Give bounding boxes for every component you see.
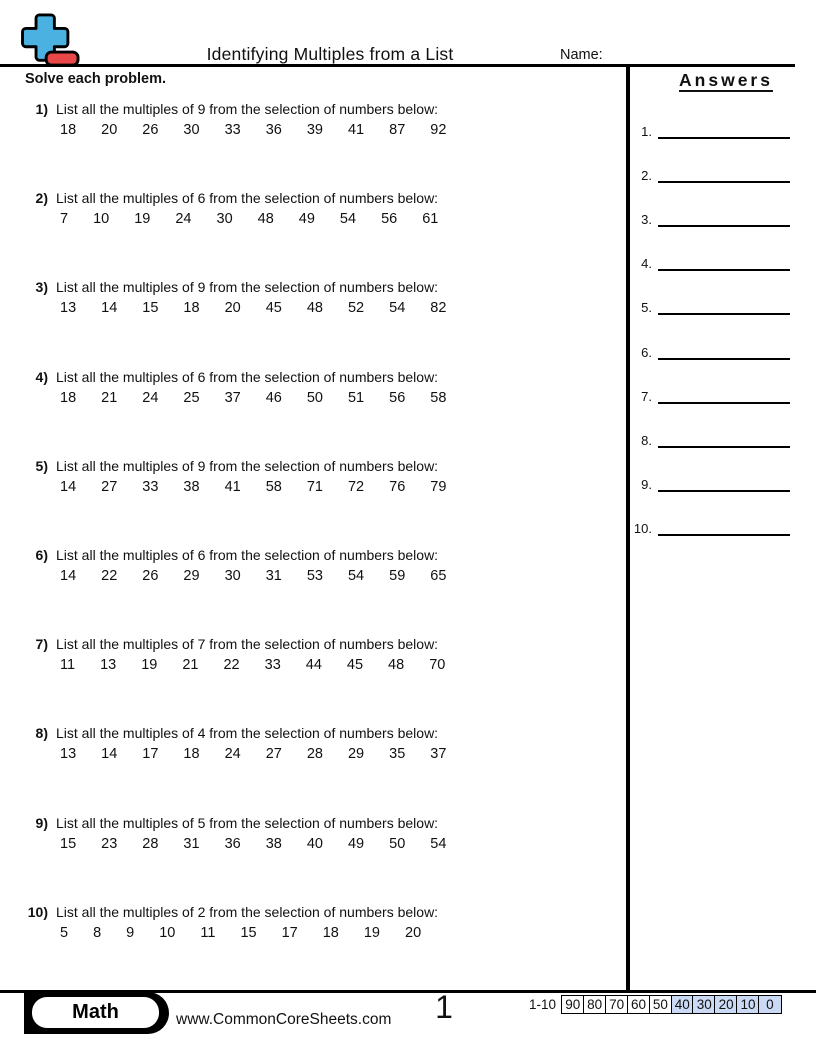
candidate-number: 8: [93, 925, 102, 941]
subject-badge-label: Math: [32, 997, 159, 1028]
answer-number: 3.: [641, 212, 652, 227]
answer-blank-line: [658, 164, 790, 183]
number-selection-row: [60, 479, 609, 495]
candidate-number: 49: [298, 211, 315, 227]
score-cell: 80: [583, 995, 607, 1014]
candidate-number: 28: [306, 746, 323, 762]
number-selection-row: [60, 568, 609, 584]
candidate-number: 38: [265, 836, 282, 852]
candidate-number: 46: [265, 390, 282, 406]
candidate-number: 56: [389, 390, 406, 406]
candidate-number: 13: [60, 746, 77, 762]
candidate-number: 35: [389, 746, 406, 762]
candidate-number: 10: [159, 925, 176, 941]
problem-3: [19, 279, 609, 316]
problem-number: 5): [35, 458, 48, 474]
candidate-number: 27: [265, 746, 282, 762]
problem-question: List all the multiples of 2 from the selection of numbers below:: [56, 904, 439, 920]
problem-5: [19, 458, 609, 495]
answer-number: 4.: [641, 256, 652, 271]
problem-number: 1): [35, 101, 48, 117]
candidate-number: 14: [101, 746, 118, 762]
answer-blank-line: [658, 473, 790, 492]
answer-number: 6.: [641, 345, 652, 360]
candidate-number: 27: [101, 479, 118, 495]
answer-row-1: [630, 120, 790, 139]
candidate-number: 5: [60, 925, 69, 941]
candidate-number: 33: [142, 479, 159, 495]
candidate-number: 23: [101, 836, 118, 852]
candidate-number: 52: [347, 300, 365, 316]
candidate-number: 30: [224, 568, 241, 584]
candidate-number: 48: [388, 657, 405, 673]
candidate-number: 39: [306, 122, 323, 138]
problem-8: [19, 725, 609, 762]
candidate-number: 50: [306, 390, 323, 406]
instructions-text: Solve each problem.: [25, 71, 167, 87]
candidate-number: 37: [224, 390, 241, 406]
candidate-number: 48: [257, 211, 274, 227]
candidate-number: 30: [183, 122, 200, 138]
answer-number: 9.: [641, 477, 652, 492]
candidate-number: 14: [101, 300, 118, 316]
problem-10: [19, 904, 609, 941]
candidate-number: 28: [142, 836, 159, 852]
problem-number: 9): [35, 815, 48, 831]
problem-question: List all the multiples of 9 from the selection of numbers below:: [56, 458, 439, 474]
candidate-number: 18: [60, 122, 77, 138]
candidate-number: 61: [422, 211, 439, 227]
problem-question: List all the multiples of 6 from the selection of numbers below:: [56, 369, 439, 385]
candidate-number: 40: [306, 836, 323, 852]
candidate-number: 37: [430, 746, 447, 762]
candidate-number: 14: [60, 568, 77, 584]
answer-row-7: [630, 385, 790, 404]
candidate-number: 31: [183, 836, 200, 852]
candidate-number: 19: [134, 211, 151, 227]
answer-blank-line: [658, 429, 790, 448]
candidate-number: 11: [60, 657, 76, 673]
answer-row-8: [630, 429, 790, 448]
candidate-number: 19: [363, 925, 380, 941]
score-range-label: 1-10: [529, 996, 557, 1012]
candidate-number: 26: [142, 122, 159, 138]
candidate-number: 24: [224, 746, 241, 762]
candidate-number: 54: [430, 836, 447, 852]
answer-row-2: [630, 164, 790, 183]
number-selection-row: [60, 300, 609, 316]
answer-number: 1.: [641, 124, 652, 139]
page-number: 1: [435, 989, 453, 1025]
score-cell: 30: [692, 995, 716, 1014]
score-cell: 90: [561, 995, 585, 1014]
candidate-number: 15: [142, 300, 159, 316]
candidate-number: 79: [430, 479, 447, 495]
candidate-number: 72: [347, 479, 365, 495]
candidate-number: 45: [346, 657, 364, 673]
candidate-number: 20: [224, 300, 241, 316]
answer-row-6: [630, 341, 790, 360]
candidate-number: 54: [389, 300, 406, 316]
answer-number: 2.: [641, 168, 652, 183]
website-url: www.CommonCoreSheets.com: [176, 1011, 392, 1028]
candidate-number: 17: [142, 746, 159, 762]
number-selection-row: [60, 211, 609, 227]
candidate-number: 14: [60, 479, 77, 495]
score-cell: 40: [671, 995, 695, 1014]
candidate-number: 26: [142, 568, 159, 584]
candidate-number: 9: [126, 925, 135, 941]
candidate-number: 71: [306, 479, 323, 495]
problem-9: [19, 815, 609, 852]
problem-question: List all the multiples of 6 from the selection of numbers below:: [56, 547, 439, 563]
answer-blank-line: [658, 341, 790, 360]
candidate-number: 48: [306, 300, 323, 316]
answer-row-3: [630, 208, 790, 227]
answer-number: 8.: [641, 433, 652, 448]
candidate-number: 82: [430, 300, 447, 316]
answer-number: 5.: [641, 300, 652, 315]
candidate-number: 29: [183, 568, 200, 584]
candidate-number: 13: [100, 657, 117, 673]
answer-row-10: [630, 517, 790, 536]
page-title: Identifying Multiples from a List: [206, 44, 454, 64]
answers-title: Answers: [679, 70, 773, 90]
score-strip: [529, 994, 782, 1014]
candidate-number: 49: [347, 836, 365, 852]
candidate-number: 36: [265, 122, 282, 138]
candidate-number: 33: [224, 122, 241, 138]
candidate-number: 18: [60, 390, 77, 406]
candidate-number: 18: [322, 925, 339, 941]
candidate-number: 58: [430, 390, 447, 406]
candidate-number: 31: [265, 568, 282, 584]
problem-7: [19, 636, 609, 673]
candidate-number: 20: [101, 122, 118, 138]
problem-2: [19, 190, 609, 227]
score-cells: [561, 995, 782, 1014]
candidate-number: 30: [216, 211, 233, 227]
problem-4: [19, 369, 609, 406]
problem-number: 3): [35, 279, 48, 295]
answer-number: 10.: [633, 521, 652, 536]
score-cell: 20: [714, 995, 738, 1014]
candidate-number: 41: [347, 122, 365, 138]
candidate-number: 51: [347, 390, 365, 406]
candidate-number: 21: [182, 657, 199, 673]
candidate-number: 76: [389, 479, 406, 495]
candidate-number: 87: [389, 122, 406, 138]
problem-number: 10): [27, 904, 48, 920]
candidate-number: 18: [183, 746, 200, 762]
candidate-number: 21: [101, 390, 118, 406]
score-cell: 50: [649, 995, 673, 1014]
candidate-number: 33: [264, 657, 281, 673]
name-label: Name:: [560, 47, 603, 63]
number-selection-row: [60, 836, 609, 852]
problem-question: List all the multiples of 6 from the selection of numbers below:: [56, 190, 439, 206]
candidate-number: 45: [265, 300, 282, 316]
answer-row-5: [630, 296, 790, 315]
score-cell: 70: [605, 995, 629, 1014]
answer-blank-line: [658, 120, 790, 139]
candidate-number: 15: [60, 836, 77, 852]
candidate-number: 59: [389, 568, 406, 584]
problem-number: 7): [35, 636, 48, 652]
problem-number: 4): [35, 369, 48, 385]
candidate-number: 18: [183, 300, 200, 316]
problem-1: [19, 101, 609, 138]
problem-number: 6): [35, 547, 48, 563]
answer-blank-line: [658, 208, 790, 227]
candidate-number: 50: [389, 836, 406, 852]
candidate-number: 13: [60, 300, 77, 316]
candidate-number: 11: [200, 925, 216, 941]
candidate-number: 38: [183, 479, 200, 495]
candidate-number: 44: [305, 657, 322, 673]
candidate-number: 7: [60, 211, 69, 227]
header-rule: [0, 64, 795, 67]
candidate-number: 41: [224, 479, 241, 495]
number-selection-row: [60, 746, 609, 762]
candidate-number: 25: [183, 390, 200, 406]
answer-blank-line: [658, 517, 790, 536]
candidate-number: 36: [224, 836, 241, 852]
candidate-number: 22: [223, 657, 240, 673]
number-selection-row: [60, 657, 609, 673]
candidate-number: 24: [142, 390, 159, 406]
candidate-number: 22: [101, 568, 118, 584]
candidate-number: 92: [430, 122, 447, 138]
problem-question: List all the multiples of 7 from the selection of numbers below:: [56, 636, 439, 652]
score-cell: 0: [758, 995, 782, 1014]
number-selection-row: [60, 122, 609, 138]
score-cell: 60: [627, 995, 651, 1014]
candidate-number: 19: [141, 657, 158, 673]
candidate-number: 29: [347, 746, 365, 762]
answer-blank-line: [658, 296, 790, 315]
problem-question: List all the multiples of 4 from the selection of numbers below:: [56, 725, 439, 741]
score-cell: 10: [736, 995, 760, 1014]
candidate-number: 20: [405, 925, 422, 941]
candidate-number: 53: [306, 568, 323, 584]
problem-6: [19, 547, 609, 584]
number-selection-row: [60, 925, 609, 941]
candidate-number: 54: [339, 211, 357, 227]
problem-question: List all the multiples of 9 from the selection of numbers below:: [56, 279, 439, 295]
answer-row-4: [630, 252, 790, 271]
candidate-number: 58: [265, 479, 282, 495]
problem-number: 2): [35, 190, 48, 206]
number-selection-row: [60, 390, 609, 406]
candidate-number: 17: [281, 925, 298, 941]
subject-badge: [24, 992, 169, 1034]
candidate-number: 65: [430, 568, 447, 584]
answer-row-9: [630, 473, 790, 492]
candidate-number: 56: [381, 211, 398, 227]
candidate-number: 70: [429, 657, 446, 673]
candidate-number: 54: [347, 568, 365, 584]
problem-number: 8): [35, 725, 48, 741]
problem-question: List all the multiples of 9 from the selection of numbers below:: [56, 101, 439, 117]
problem-question: List all the multiples of 5 from the selection of numbers below:: [56, 815, 439, 831]
candidate-number: 15: [240, 925, 257, 941]
candidate-number: 10: [93, 211, 110, 227]
answer-blank-line: [658, 385, 790, 404]
answer-number: 7.: [641, 389, 652, 404]
candidate-number: 24: [175, 211, 192, 227]
answer-blank-line: [658, 252, 790, 271]
